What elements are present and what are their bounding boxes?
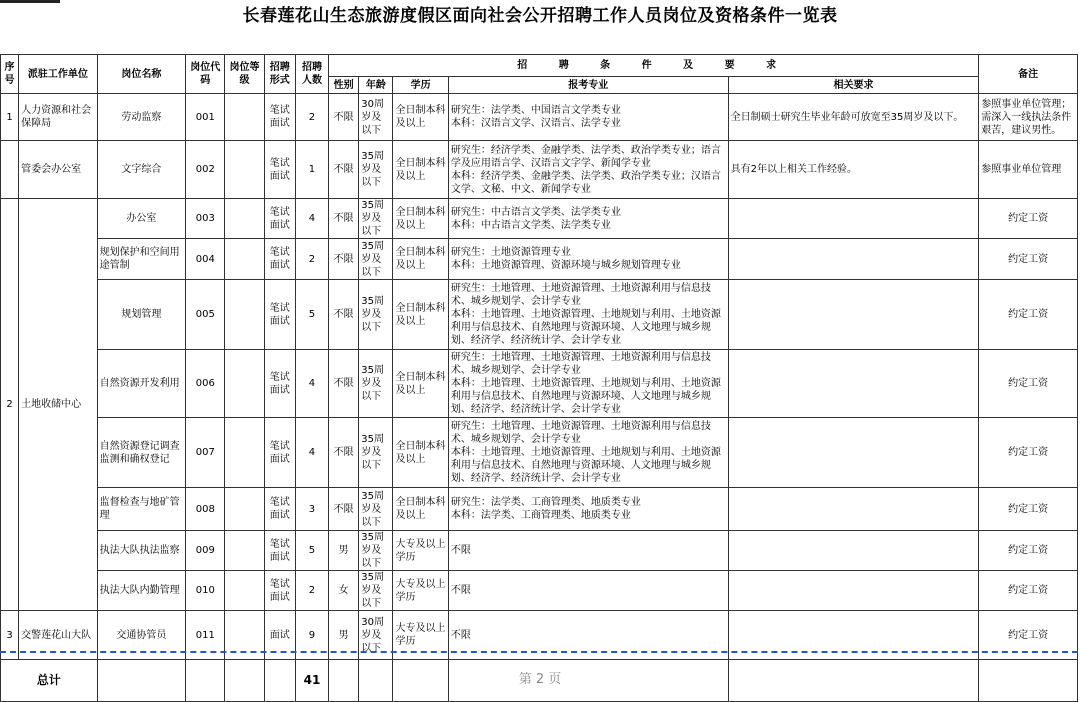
cell-major: 不限	[448, 611, 728, 660]
cell-post: 自然资源开发利用	[97, 350, 186, 418]
cell-remark: 约定工资	[979, 418, 1078, 488]
cell-level	[225, 239, 264, 280]
cell-edu: 大专及以上学历	[393, 571, 448, 611]
cell-unit: 管委会办公室	[19, 141, 98, 199]
total-empty-cell	[329, 660, 359, 702]
cell-seq	[1, 141, 19, 199]
cell-age: 35周岁及以下	[359, 141, 393, 199]
cell-form: 笔试面试	[264, 418, 295, 488]
cell-count: 2	[295, 94, 328, 141]
cell-code: 006	[186, 350, 225, 418]
table-row	[1, 94, 1078, 141]
table-row	[1, 141, 1078, 199]
cell-count: 4	[295, 350, 328, 418]
cell-major: 研究生：法学类、中国语言文学类专业 本科：汉语言文学、汉语言、法学专业	[448, 94, 728, 141]
recruitment-table	[0, 54, 1078, 702]
cell-form: 笔试面试	[264, 199, 295, 239]
cell-post: 规划管理	[97, 280, 186, 350]
cell-level	[225, 141, 264, 199]
cell-form: 面试	[264, 611, 295, 660]
total-empty-cell	[979, 660, 1078, 702]
cell-post: 执法大队内勤管理	[97, 571, 186, 611]
header-seq: 序号	[1, 55, 19, 94]
total-empty-cell	[264, 660, 295, 702]
cell-code: 003	[186, 199, 225, 239]
cell-code: 007	[186, 418, 225, 488]
cell-remark: 约定工资	[979, 611, 1078, 660]
cell-edu: 全日制本科及以上	[393, 141, 448, 199]
cell-post: 办公室	[97, 199, 186, 239]
cell-edu: 全日制本科及以上	[393, 418, 448, 488]
cell-major: 研究生：经济学类、金融学类、法学类、政治学类专业；语言学及应用语言学、汉语言文字学、新闻学专业 本科：经济学类、金融学类、法学类、政治学类专业；汉语言文学、文秘、中文、新闻学专业	[448, 141, 728, 199]
cell-remark: 约定工资	[979, 488, 1078, 531]
cell-related	[728, 418, 979, 488]
cell-post: 交通协管员	[97, 611, 186, 660]
header-unit: 派驻工作单位	[19, 55, 98, 94]
cell-gender: 不限	[329, 239, 359, 280]
cell-age: 30周岁及以下	[359, 611, 393, 660]
cell-remark: 约定工资	[979, 239, 1078, 280]
header-count: 招聘人数	[295, 55, 328, 94]
cell-age: 35周岁及以下	[359, 418, 393, 488]
cell-related	[728, 239, 979, 280]
cell-major: 研究生：土地管理、土地资源管理、土地资源利用与信息技术、城乡规划学、会计学专业 本科：土地管理、土地资源管理、土地规划与利用、土地资源利用与信息技术、自然地理与资源环境、人文地理与城乡规划、经济学、经济统计学、会计学专业	[448, 350, 728, 418]
table-row	[1, 350, 1078, 418]
cell-code: 008	[186, 488, 225, 531]
cell-related	[728, 350, 979, 418]
total-empty-cell	[728, 660, 979, 702]
cell-post: 文字综合	[97, 141, 186, 199]
cell-gender: 不限	[329, 94, 359, 141]
total-empty-cell	[186, 660, 225, 702]
total-empty-cell	[359, 660, 393, 702]
cell-age: 35周岁及以下	[359, 531, 393, 571]
cell-age: 35周岁及以下	[359, 280, 393, 350]
cell-major: 不限	[448, 571, 728, 611]
cell-major: 研究生：土地管理、土地资源管理、土地资源利用与信息技术、城乡规划学、会计学专业 本科：土地管理、土地资源管理、土地规划与利用、土地资源利用与信息技术、自然地理与资源环境、人文地理与城乡规划、经济学、经济统计学、会计学专业	[448, 280, 728, 350]
cell-edu: 全日制本科及以上	[393, 239, 448, 280]
cell-gender: 不限	[329, 280, 359, 350]
cell-code: 009	[186, 531, 225, 571]
cell-count: 2	[295, 571, 328, 611]
cell-related	[728, 488, 979, 531]
cell-related: 具有2年以上相关工作经验。	[728, 141, 979, 199]
cell-age: 30周岁及以下	[359, 94, 393, 141]
header-related: 相关要求	[728, 77, 979, 94]
cell-related: 全日制硕士研究生毕业年龄可放宽至35周岁及以下。	[728, 94, 979, 141]
cell-remark: 约定工资	[979, 280, 1078, 350]
cell-seq: 1	[1, 94, 19, 141]
cell-level	[225, 571, 264, 611]
table-row	[1, 571, 1078, 611]
cell-count: 1	[295, 141, 328, 199]
cell-count: 9	[295, 611, 328, 660]
page-break-line	[0, 651, 1078, 653]
header-age: 年龄	[359, 77, 393, 94]
cell-edu: 全日制本科及以上	[393, 488, 448, 531]
cell-remark: 约定工资	[979, 350, 1078, 418]
cell-related	[728, 199, 979, 239]
cell-related	[728, 280, 979, 350]
header-post-level: 岗位等级	[225, 55, 264, 94]
header-post-code: 岗位代码	[186, 55, 225, 94]
cell-edu: 全日制本科及以上	[393, 199, 448, 239]
cell-remark: 约定工资	[979, 531, 1078, 571]
header-requirements: 招 聘 条 件 及 要 求	[329, 55, 979, 77]
cell-edu: 大专及以上学历	[393, 611, 448, 660]
cell-gender: 男	[329, 611, 359, 660]
table-row	[1, 531, 1078, 571]
cell-remark: 参照事业单位管理；需深入一线执法条件艰苦，建议男性。	[979, 94, 1078, 141]
cell-seq: 2	[1, 199, 19, 611]
total-empty-cell	[97, 660, 186, 702]
cell-related	[728, 531, 979, 571]
cell-major: 研究生：法学类、工商管理类、地质类专业 本科：法学类、工商管理类、地质类专业	[448, 488, 728, 531]
cell-major: 研究生：土地资源管理专业 本科：土地资源管理、资源环境与城乡规划管理专业	[448, 239, 728, 280]
cell-form: 笔试面试	[264, 350, 295, 418]
total-empty-cell	[448, 660, 728, 702]
table-row	[1, 488, 1078, 531]
cell-level	[225, 418, 264, 488]
header-gender: 性别	[329, 77, 359, 94]
cell-major: 不限	[448, 531, 728, 571]
cell-post: 劳动监察	[97, 94, 186, 141]
cell-count: 4	[295, 199, 328, 239]
page-number: 第 2 页	[518, 672, 562, 687]
cell-level	[225, 350, 264, 418]
cell-edu: 全日制本科及以上	[393, 350, 448, 418]
page-title: 长春莲花山生态旅游度假区面向社会公开招聘工作人员岗位及资格条件一览表	[242, 6, 838, 26]
cell-code: 010	[186, 571, 225, 611]
cell-form: 笔试面试	[264, 531, 295, 571]
header-major: 报考专业	[448, 77, 728, 94]
cell-related	[728, 571, 979, 611]
cell-form: 笔试面试	[264, 488, 295, 531]
cell-seq: 3	[1, 611, 19, 660]
cell-count: 5	[295, 280, 328, 350]
total-count: 41	[295, 660, 328, 702]
cell-gender: 不限	[329, 350, 359, 418]
cell-code: 004	[186, 239, 225, 280]
cell-code: 011	[186, 611, 225, 660]
cell-edu: 大专及以上学历	[393, 531, 448, 571]
cell-gender: 女	[329, 571, 359, 611]
cell-count: 4	[295, 418, 328, 488]
total-label: 总计	[1, 660, 98, 702]
cell-remark: 约定工资	[979, 199, 1078, 239]
cell-gender: 男	[329, 531, 359, 571]
cell-unit: 交警莲花山大队	[19, 611, 98, 660]
cell-unit: 人力资源和社会保障局	[19, 94, 98, 141]
cell-count: 5	[295, 531, 328, 571]
cell-remark: 约定工资	[979, 571, 1078, 611]
cell-level	[225, 94, 264, 141]
cell-age: 35周岁及以下	[359, 571, 393, 611]
cell-form: 笔试面试	[264, 141, 295, 199]
cell-post: 监督检查与地矿管理	[97, 488, 186, 531]
cell-age: 35周岁及以下	[359, 350, 393, 418]
cell-unit: 土地收储中心	[19, 199, 98, 611]
total-empty-cell	[225, 660, 264, 702]
cell-code: 002	[186, 141, 225, 199]
table-row	[1, 280, 1078, 350]
cell-gender: 不限	[329, 418, 359, 488]
cell-post: 执法大队执法监察	[97, 531, 186, 571]
cell-form: 笔试面试	[264, 571, 295, 611]
cell-code: 005	[186, 280, 225, 350]
cell-count: 3	[295, 488, 328, 531]
cell-level	[225, 488, 264, 531]
cell-post: 自然资源登记调查监测和确权登记	[97, 418, 186, 488]
header-exam-form: 招聘形式	[264, 55, 295, 94]
cell-level	[225, 280, 264, 350]
cell-age: 35周岁及以下	[359, 199, 393, 239]
cell-gender: 不限	[329, 488, 359, 531]
cell-age: 35周岁及以下	[359, 488, 393, 531]
cell-form: 笔试面试	[264, 94, 295, 141]
cell-major: 研究生：中古语言文学类、法学类专业 本科：中古语言文学类、法学类专业	[448, 199, 728, 239]
total-empty-cell	[393, 660, 448, 702]
cell-level	[225, 199, 264, 239]
table-row	[1, 418, 1078, 488]
cell-major: 研究生：土地管理、土地资源管理、土地资源利用与信息技术、城乡规划学、会计学专业 本科：土地管理、土地资源管理、土地规划与利用、土地资源利用与信息技术、自然地理与资源环境、人文地理与城乡规划、经济学、经济统计学、会计学专业	[448, 418, 728, 488]
cell-form: 笔试面试	[264, 280, 295, 350]
cell-post: 规划保护和空间用途管制	[97, 239, 186, 280]
header-post-name: 岗位名称	[97, 55, 186, 94]
cell-code: 001	[186, 94, 225, 141]
header-remark: 备注	[979, 55, 1078, 94]
cell-edu: 全日制本科及以上	[393, 280, 448, 350]
cell-remark: 参照事业单位管理	[979, 141, 1078, 199]
cell-count: 2	[295, 239, 328, 280]
cell-edu: 全日制本科及以上	[393, 94, 448, 141]
cell-gender: 不限	[329, 199, 359, 239]
cell-level	[225, 531, 264, 571]
table-row	[1, 239, 1078, 280]
header-education: 学历	[393, 77, 448, 94]
cell-gender: 不限	[329, 141, 359, 199]
cell-form: 笔试面试	[264, 239, 295, 280]
cell-age: 35周岁及以下	[359, 239, 393, 280]
table-row	[1, 199, 1078, 239]
